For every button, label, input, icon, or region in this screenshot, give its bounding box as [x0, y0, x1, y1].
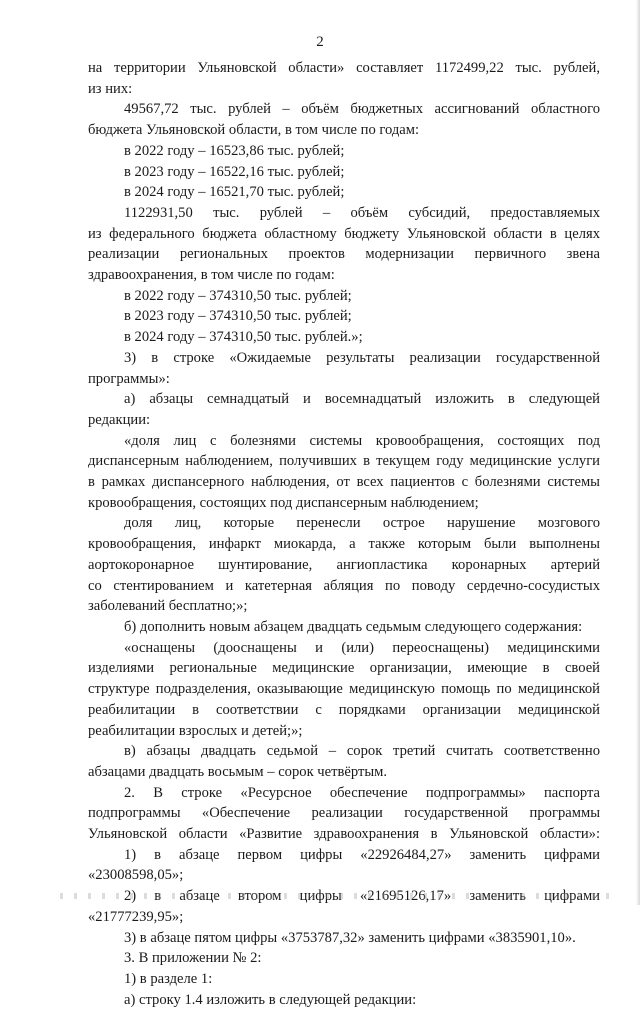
text-line: «21777239,95»;: [88, 908, 184, 925]
text-line: а) абзацы семнадцатый и восемнадцатый изложить в следующей: [124, 391, 600, 408]
text-line: бюджета Ульяновской области, в том числе по годам:: [88, 122, 420, 139]
text-line: диспансерным наблюдением, получивших в текущем году медицинские услуги: [88, 453, 600, 470]
text-line: на территории Ульяновской области» составляет 1172499,22 тыс. рублей,: [88, 60, 600, 76]
page-number: 2: [316, 34, 324, 50]
text-line: кровообращения, состоящих под диспансерным наблюдением;: [88, 494, 479, 511]
text-line: в 2023 году – 16522,16 тыс. рублей;: [124, 163, 345, 180]
text-line: доля лиц, которые перенесли острое нарушение мозгового: [124, 515, 600, 532]
text-line: Ульяновской области «Развитие здравоохранения в Ульяновской области»:: [88, 826, 600, 843]
text-line: аортокоронарное шунтирование, ангиопластика коронарных артерий: [88, 556, 600, 573]
text-line: со стентированием и катетерная абляция по поводу сердечно-сосудистых: [88, 577, 600, 594]
text-line: 3. В приложении № 2:: [124, 950, 262, 967]
text-line: кровообращения, инфаркт миокарда, а также которым были выполнены: [88, 536, 600, 553]
text-line: в 2022 году – 374310,50 тыс. рублей;: [124, 287, 352, 304]
text-line: редакции:: [88, 411, 151, 428]
text-line: из них:: [88, 80, 133, 97]
scan-bottom-artifact: [60, 893, 620, 899]
text-line: 1122931,50 тыс. рублей – объём субсидий, предоставляемых: [124, 204, 600, 221]
text-line: «23008598,05»;: [88, 867, 184, 884]
text-line: а) строку 1.4 изложить в следующей редакции:: [124, 991, 417, 1008]
text-line: абзацами двадцать восьмым – сорок четвёртым.: [88, 763, 388, 780]
text-line: в 2024 году – 374310,50 тыс. рублей.»;: [124, 329, 363, 346]
text-line: 1) в разделе 1:: [124, 970, 213, 987]
text-line: «оснащены (дооснащены и (или) переоснащены) медицинскими: [124, 639, 600, 656]
text-line: из федерального бюджета областному бюджету Ульяновской области в целях: [88, 225, 600, 242]
text-line: изделиями региональные медицинские организации, имеющие в своей: [88, 660, 600, 677]
text-line: в 2023 году – 374310,50 тыс. рублей;: [124, 308, 352, 325]
text-line: в 2022 году – 16523,86 тыс. рублей;: [124, 142, 345, 159]
text-line: реабилитации взрослых и детей;»;: [88, 722, 303, 739]
text-line: в 2024 году – 16521,70 тыс. рублей;: [124, 184, 345, 201]
text-line: здравоохранения, в том числе по годам:: [88, 267, 335, 284]
text-line: подпрограммы «Обеспечение реализации государственной программы: [88, 805, 600, 822]
scan-edge-shadow: [636, 0, 640, 905]
text-line: «доля лиц с болезнями системы кровообращения, состоящих под: [124, 432, 600, 449]
text-line: структуре подразделения, оказывающие медицинскую помощь по медицинской: [88, 681, 600, 698]
text-line: в) абзацы двадцать седьмой – сорок третий считать соответственно: [124, 743, 600, 760]
text-line: реабилитации в соответствии с порядками организации медицинской: [88, 701, 600, 718]
text-line: 49567,72 тыс. рублей – объём бюджетных ассигнований областного: [124, 101, 600, 118]
document-body: [88, 58, 600, 1010]
text-line: 3) в строке «Ожидаемые результаты реализации государственной: [124, 349, 600, 366]
text-line: б) дополнить новым абзацем двадцать седьмым следующего содержания:: [124, 618, 583, 635]
text-line: в рамках диспансерного наблюдения, от всех пациентов с болезнями системы: [88, 474, 600, 491]
text-line: 3) в абзаце пятом цифры «3753787,32» заменить цифрами «3835901,10».: [124, 929, 576, 946]
text-line: реализации региональных проектов модернизации первичного звена: [88, 246, 600, 263]
text-line: заболеваний бесплатно;»;: [88, 598, 248, 615]
text-line: 1) в абзаце первом цифры «22926484,27» заменить цифрами: [124, 846, 600, 863]
text-line: программы»:: [88, 370, 170, 387]
text-line: 2. В строке «Ресурсное обеспечение подпрограммы» паспорта: [124, 784, 600, 801]
text-line: 2) в абзаце втором цифры «21695126,17» заменить цифрами: [124, 888, 600, 905]
